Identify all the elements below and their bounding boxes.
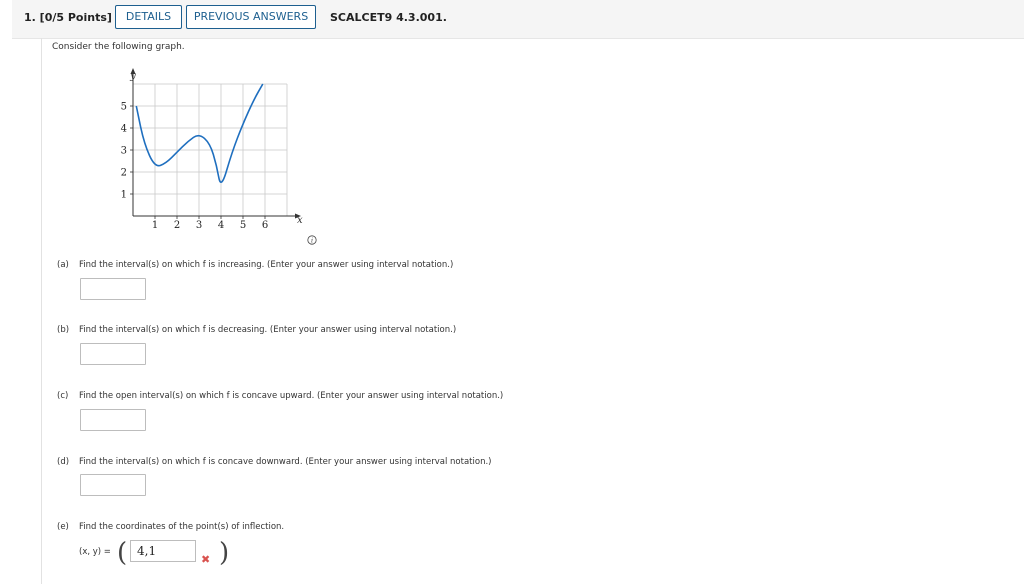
previous-answers-button[interactable]: PREVIOUS ANSWERS xyxy=(186,5,316,29)
info-circle-icon[interactable] xyxy=(308,236,316,245)
question-b-text: Find the interval(s) on which f is decreasing. (Enter your answer using interval notation.) xyxy=(79,325,457,335)
y-tick-label: 4 xyxy=(120,123,127,135)
question-a xyxy=(57,260,453,270)
question-d-text: Find the interval(s) on which f is concave downward. (Enter your answer using interval notation.) xyxy=(79,457,492,467)
answer-e-input[interactable]: 4,1 xyxy=(130,540,196,562)
question-e-label: (e) xyxy=(57,522,69,532)
question-header xyxy=(12,0,1024,39)
coordinate-label: (x, y) = xyxy=(79,547,111,557)
intro-text: Consider the following graph. xyxy=(52,42,185,52)
graph-ticks xyxy=(121,102,269,232)
question-b-label: (b) xyxy=(57,325,70,335)
question-c xyxy=(57,391,503,401)
graph-grid xyxy=(133,84,287,216)
y-tick-label: 1 xyxy=(120,189,127,201)
x-tick-label: 6 xyxy=(261,220,269,231)
question-d-label: (d) xyxy=(57,457,70,467)
x-tick-label: 1 xyxy=(151,220,159,231)
graph-axes xyxy=(131,68,302,219)
question-c-label: (c) xyxy=(57,391,69,401)
question-a-text: Find the interval(s) on which f is increasing. (Enter your answer using interval notation.) xyxy=(79,260,454,270)
answer-b-input[interactable] xyxy=(80,343,146,365)
question-e-text: Find the coordinates of the point(s) of inflection. xyxy=(79,522,285,532)
incorrect-x-icon: ✖ xyxy=(201,553,211,566)
x-tick-label: 5 xyxy=(239,220,247,231)
question-points: 1. [0/5 Points] xyxy=(24,11,112,24)
y-tick-label: 3 xyxy=(120,145,127,157)
question-b xyxy=(57,325,456,335)
y-tick-label: 2 xyxy=(120,167,127,179)
y-axis-label: y xyxy=(130,71,136,82)
function-graph xyxy=(107,68,327,268)
question-reference: SCALCET9 4.3.001. xyxy=(330,11,447,24)
question-c-text: Find the open interval(s) on which f is concave upward. (Enter your answer using interval notation.) xyxy=(79,391,504,401)
x-tick-label: 4 xyxy=(217,220,225,231)
answer-c-input[interactable] xyxy=(80,409,146,431)
question-body xyxy=(41,38,1024,584)
x-tick-label: 2 xyxy=(173,220,181,231)
x-axis-label: x xyxy=(297,215,303,226)
question-e xyxy=(57,522,284,532)
x-tick-label: 3 xyxy=(195,220,203,231)
question-a-label: (a) xyxy=(57,260,69,270)
question-d xyxy=(57,457,491,467)
left-paren: ( xyxy=(117,538,128,568)
details-button[interactable]: DETAILS xyxy=(115,5,182,29)
svg-text:i: i xyxy=(310,236,314,245)
answer-a-input[interactable] xyxy=(80,278,146,300)
answer-d-input[interactable] xyxy=(80,474,146,496)
y-tick-label: 5 xyxy=(120,101,127,113)
right-paren: ) xyxy=(219,538,230,568)
